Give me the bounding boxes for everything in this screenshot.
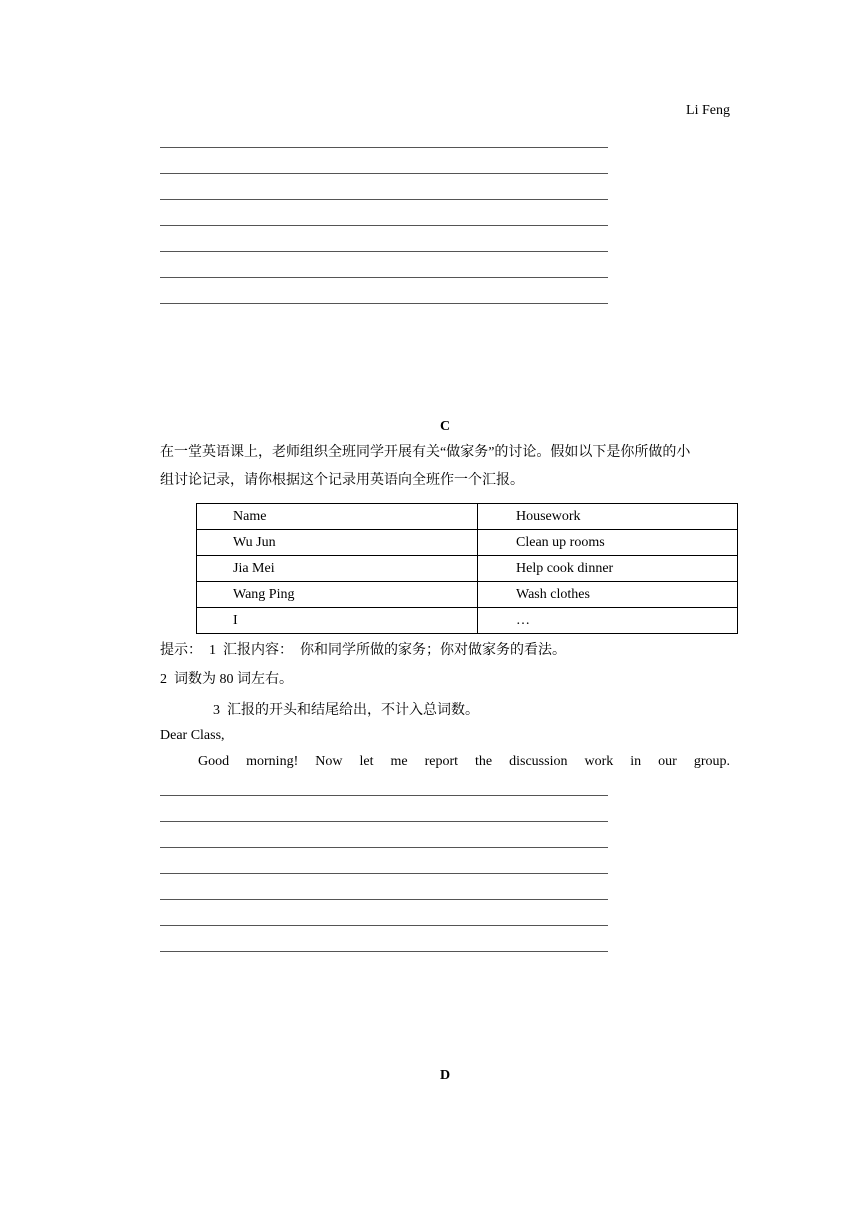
answer-line	[160, 303, 608, 304]
word: morning!	[246, 754, 299, 769]
table-header-name: Name	[197, 504, 478, 530]
table-row	[197, 530, 738, 556]
table-cell: Wu Jun	[197, 530, 478, 556]
answer-line	[160, 847, 608, 848]
answer-line	[160, 873, 608, 874]
word: our	[658, 754, 677, 769]
answer-line	[160, 251, 608, 252]
hint-3: 3 汇报的开头和结尾给出，不计入总词数。	[213, 703, 479, 718]
answer-line	[160, 225, 608, 226]
answer-line	[160, 925, 608, 926]
table-cell: …	[478, 608, 738, 634]
table-cell: Jia Mei	[197, 556, 478, 582]
word: work	[584, 754, 614, 769]
table-row	[197, 582, 738, 608]
word: group.	[693, 754, 730, 769]
section-c-intro	[160, 439, 730, 495]
hint-1: 提示： 1 汇报内容： 你和同学所做的家务；你对做家务的看法。	[160, 643, 566, 658]
table-cell: Wash clothes	[478, 582, 738, 608]
table-header-row	[197, 504, 738, 530]
opening-sentence	[198, 754, 730, 770]
word: discussion	[509, 754, 568, 769]
answer-line	[160, 147, 608, 148]
answer-line	[160, 821, 608, 822]
word: report	[424, 754, 459, 769]
word: me	[390, 754, 408, 769]
section-c-title: C	[439, 419, 451, 434]
intro-line-2: 组讨论记录，请你根据这个记录用英语向全班作一个汇报。	[160, 473, 524, 488]
table-cell: Wang Ping	[197, 582, 478, 608]
answer-line	[160, 795, 608, 796]
table-cell: I	[197, 608, 478, 634]
word: Good	[198, 754, 230, 769]
word: let	[359, 754, 374, 769]
answer-line	[160, 173, 608, 174]
word: Now	[315, 754, 343, 769]
hint-2: 2 词数为 80 词左右。	[160, 672, 293, 687]
word: the	[475, 754, 493, 769]
greeting: Dear Class,	[160, 728, 225, 743]
signature: Li Feng	[686, 103, 730, 118]
table-row	[197, 608, 738, 634]
table-cell: Clean up rooms	[478, 530, 738, 556]
answer-line	[160, 199, 608, 200]
table-cell: Help cook dinner	[478, 556, 738, 582]
table-row	[197, 556, 738, 582]
section-d-title: D	[439, 1068, 451, 1083]
intro-line-1: 在一堂英语课上，老师组织全班同学开展有关“做家务”的讨论。假如以下是你所做的小	[160, 445, 691, 460]
word: in	[630, 754, 642, 769]
housework-table	[196, 503, 738, 634]
answer-line	[160, 277, 608, 278]
table-header-housework: Housework	[478, 504, 738, 530]
answer-line	[160, 951, 608, 952]
answer-line	[160, 899, 608, 900]
